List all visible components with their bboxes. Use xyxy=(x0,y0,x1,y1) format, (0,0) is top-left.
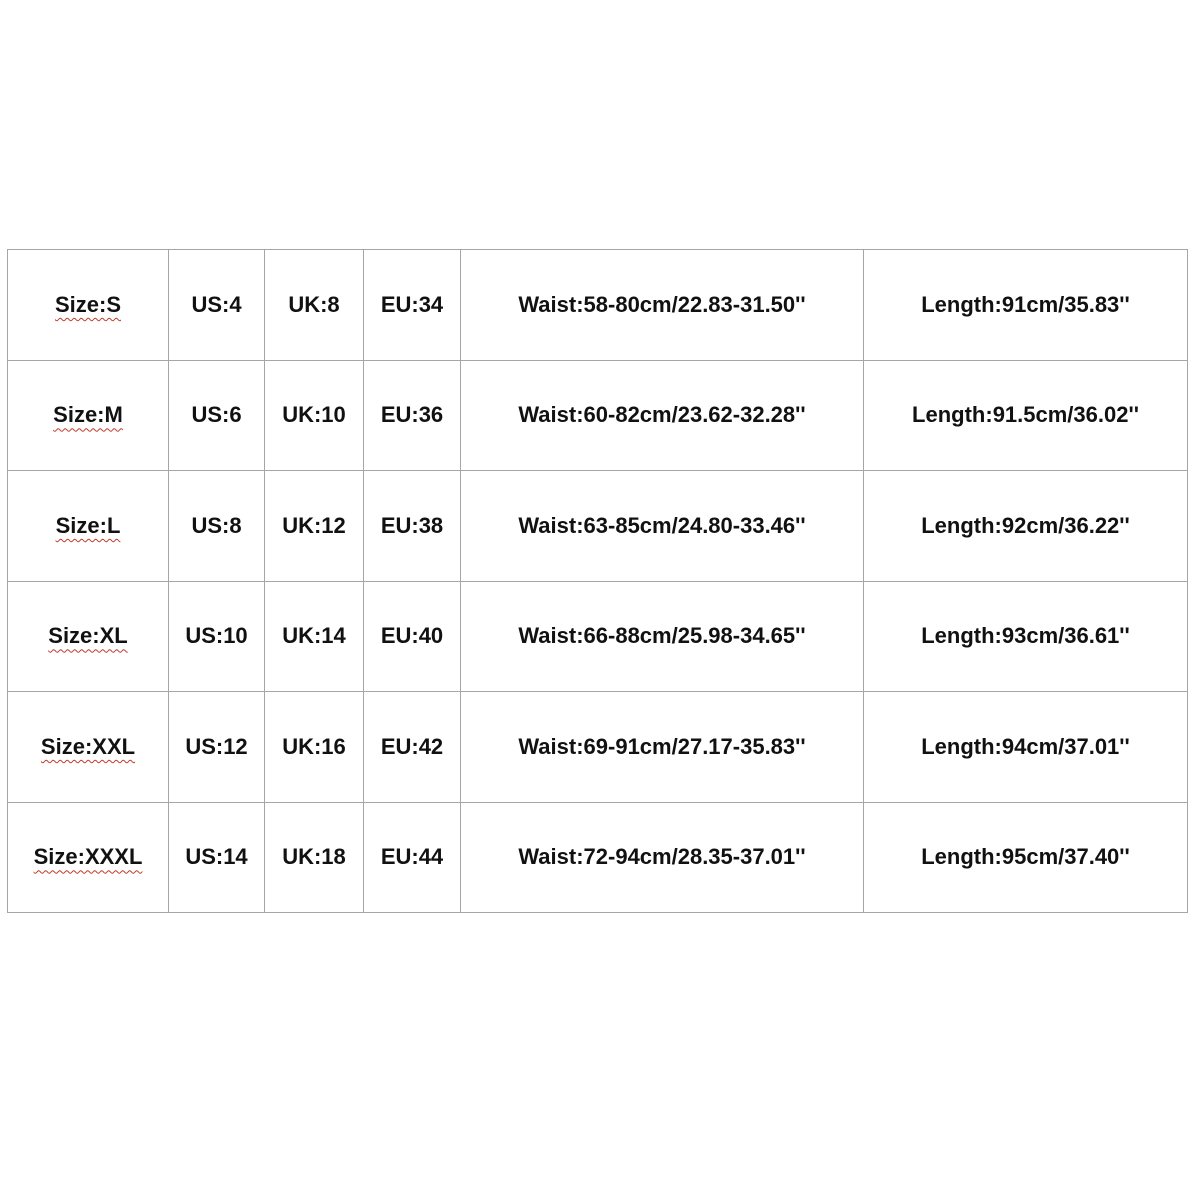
uk-size-cell: UK:8 xyxy=(265,250,364,361)
table-row xyxy=(8,250,1188,361)
length-cell: Length:91.5cm/36.02'' xyxy=(864,360,1188,471)
waist-cell: Waist:66-88cm/25.98-34.65'' xyxy=(461,581,864,692)
size-label: Size:XXL xyxy=(40,733,136,759)
length-cell: Length:92cm/36.22'' xyxy=(864,471,1188,582)
us-size-cell: US:10 xyxy=(169,581,265,692)
length-cell: Length:91cm/35.83'' xyxy=(864,250,1188,361)
us-size-cell: US:14 xyxy=(169,802,265,913)
uk-size-cell: UK:10 xyxy=(265,360,364,471)
size-label: Size:M xyxy=(53,402,123,428)
waist-cell: Waist:69-91cm/27.17-35.83'' xyxy=(461,692,864,803)
eu-size-cell: EU:40 xyxy=(364,581,461,692)
length-cell: Length:93cm/36.61'' xyxy=(864,581,1188,692)
table-row xyxy=(8,802,1188,913)
us-size-cell: US:6 xyxy=(169,360,265,471)
size-label: Size:XL xyxy=(48,623,128,649)
us-size-cell: US:12 xyxy=(169,692,265,803)
size-cell xyxy=(8,250,169,361)
length-cell: Length:94cm/37.01'' xyxy=(864,692,1188,803)
size-cell xyxy=(8,802,169,913)
uk-size-cell: UK:12 xyxy=(265,471,364,582)
table-row xyxy=(8,581,1188,692)
us-size-cell: US:8 xyxy=(169,471,265,582)
table-row xyxy=(8,471,1188,582)
size-label: Size:L xyxy=(55,512,121,538)
waist-cell: Waist:58-80cm/22.83-31.50'' xyxy=(461,250,864,361)
waist-cell: Waist:72-94cm/28.35-37.01'' xyxy=(461,802,864,913)
table-row xyxy=(8,360,1188,471)
eu-size-cell: EU:44 xyxy=(364,802,461,913)
uk-size-cell: UK:14 xyxy=(265,581,364,692)
eu-size-cell: EU:34 xyxy=(364,250,461,361)
table-row xyxy=(8,692,1188,803)
eu-size-cell: EU:36 xyxy=(364,360,461,471)
waist-cell: Waist:63-85cm/24.80-33.46'' xyxy=(461,471,864,582)
us-size-cell: US:4 xyxy=(169,250,265,361)
size-cell xyxy=(8,581,169,692)
size-cell xyxy=(8,360,169,471)
uk-size-cell: UK:18 xyxy=(265,802,364,913)
size-chart-table xyxy=(7,249,1188,913)
size-label: Size:XXXL xyxy=(33,844,143,870)
length-cell: Length:95cm/37.40'' xyxy=(864,802,1188,913)
uk-size-cell: UK:16 xyxy=(265,692,364,803)
size-cell xyxy=(8,471,169,582)
waist-cell: Waist:60-82cm/23.62-32.28'' xyxy=(461,360,864,471)
eu-size-cell: EU:38 xyxy=(364,471,461,582)
eu-size-cell: EU:42 xyxy=(364,692,461,803)
size-label: Size:S xyxy=(54,291,122,317)
size-cell xyxy=(8,692,169,803)
